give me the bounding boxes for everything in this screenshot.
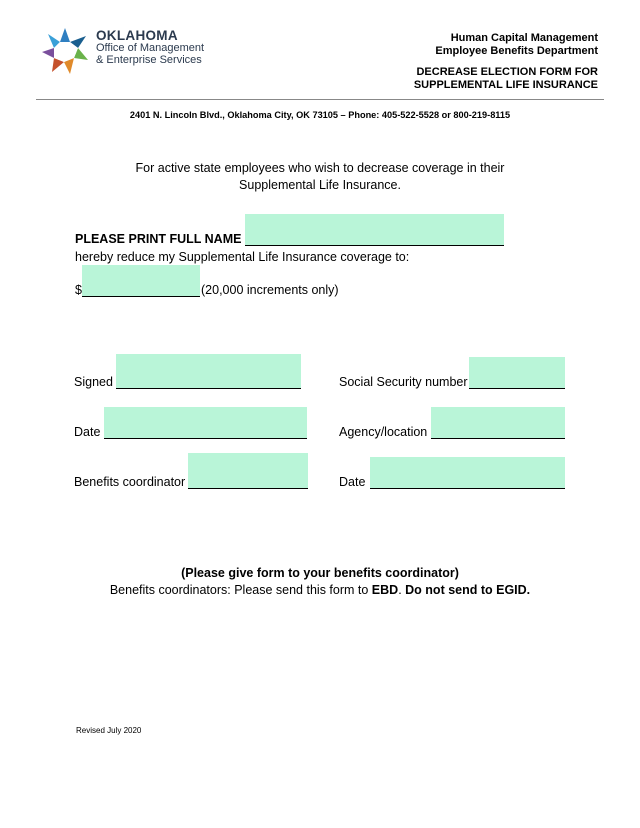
coverage-amount-field[interactable] (82, 265, 200, 297)
date-underline (104, 438, 307, 439)
coordinator-date-field[interactable] (370, 457, 565, 488)
footer-note-warning: Do not send to EGID. (405, 583, 531, 597)
logo-enterprise: & Enterprise Services (96, 54, 202, 66)
reduce-statement: hereby reduce my Supplemental Life Insurance coverage to: (75, 250, 410, 264)
full-name-underline (245, 245, 504, 246)
form-title-line-2: SUPPLEMENTAL LIFE INSURANCE (413, 79, 598, 91)
coordinator-label: Benefits coordinator (74, 475, 186, 489)
amount-underline (82, 296, 200, 297)
department-header (435, 32, 598, 58)
intro-text (0, 160, 640, 194)
address-line: 2401 N. Lincoln Blvd., Oklahoma City, OK 73105 – Phone: 405-522-5528 or 800-219-8115 (129, 110, 511, 120)
logo-office: Office of Management (96, 42, 205, 54)
full-name-field[interactable] (245, 214, 504, 246)
revised-date: Revised July 2020 (76, 726, 142, 735)
ssn-underline (469, 388, 565, 389)
ome-logo (40, 26, 220, 78)
header-divider (36, 99, 604, 100)
logo-oklahoma: OKLAHOMA (96, 28, 178, 43)
full-name-label: PLEASE PRINT FULL NAME (75, 232, 242, 246)
agency-underline (431, 438, 565, 439)
footer-note-ebd: EBD (371, 583, 399, 597)
intro-line-2: Supplemental Life Insurance. (239, 178, 401, 192)
signed-label: Signed (74, 375, 113, 389)
date-field[interactable] (104, 407, 307, 438)
date-label: Date (74, 425, 101, 439)
dept-line-1: Human Capital Management (450, 32, 598, 44)
ssn-label: Social Security number (339, 375, 468, 389)
increments-note: (20,000 increments only) (201, 283, 339, 297)
form-title (414, 66, 598, 92)
coordinator-date-label: Date (339, 475, 366, 489)
signature-field[interactable] (116, 354, 301, 388)
ssn-field[interactable] (469, 357, 565, 388)
coordinator-date-underline (370, 488, 565, 489)
logo-text (96, 30, 204, 66)
footer-note-mid: . (398, 583, 406, 597)
coordinator-underline (188, 488, 308, 489)
coordinator-field[interactable] (188, 453, 308, 488)
dept-line-2: Employee Benefits Department (435, 45, 598, 57)
star-emblem-icon (40, 26, 90, 76)
footer-instruction: (Please give form to your benefits coordinator) (181, 566, 459, 580)
form-title-line-1: DECREASE ELECTION FORM FOR (416, 66, 598, 78)
dollar-sign: $ (75, 283, 82, 297)
intro-line-1: For active state employees who wish to decrease coverage in their (135, 161, 505, 175)
agency-label: Agency/location (339, 425, 428, 439)
signature-underline (116, 388, 301, 389)
footer-note (0, 583, 640, 597)
footer-note-prefix: Benefits coordinators: Please send this form to (109, 583, 372, 597)
agency-field[interactable] (431, 407, 565, 438)
